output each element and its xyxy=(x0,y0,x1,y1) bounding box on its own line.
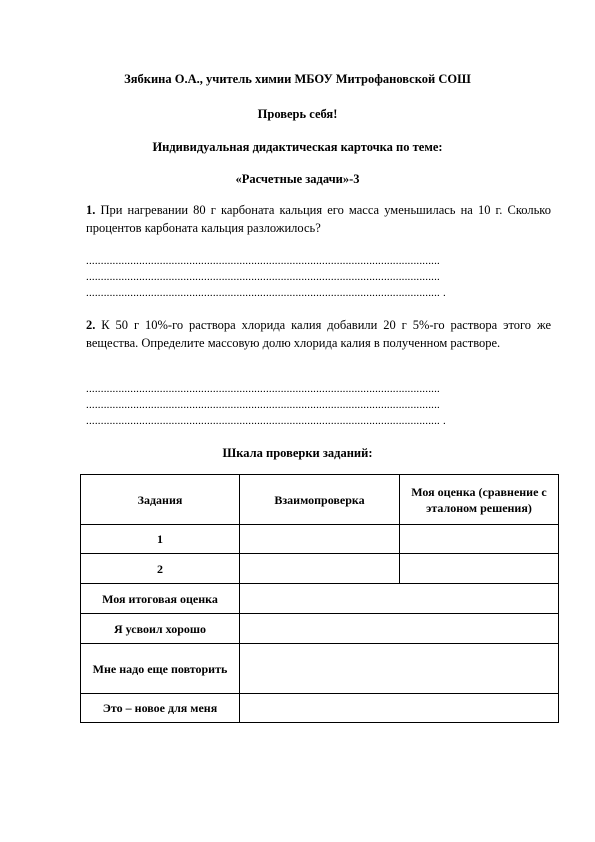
task-2-text: К 50 г 10%-го раствора хлорида калия добавили 20 г 5%-го раствора этого же вещества. Определите массовую долю хлорида калия в полученном растворе. xyxy=(86,318,551,350)
topic-title: «Расчетные задачи»-3 xyxy=(235,172,360,186)
summary-label: Мне надо еще повторить xyxy=(81,644,240,694)
scale-title: Шкала проверки заданий: xyxy=(222,446,373,460)
self-score-cell[interactable] xyxy=(400,525,559,554)
task-2-number: 2. xyxy=(86,318,96,332)
task-1-text: При нагревании 80 г карбоната кальция его масса уменьшилась на 10 г. Сколько процентов карбоната кальция разложилось? xyxy=(86,203,551,235)
self-score-cell[interactable] xyxy=(400,554,559,584)
summary-label: Моя итоговая оценка xyxy=(81,584,240,614)
task-number-cell: 1 xyxy=(81,525,240,554)
summary-label: Это – новое для меня xyxy=(81,694,240,723)
col-header-self-score: Моя оценка (сравнение с эталоном решения) xyxy=(400,475,559,525)
author-line: Зябкина О.А., учитель химии МБОУ Митрофановской СОШ xyxy=(124,72,471,86)
task-number-cell: 2 xyxy=(81,554,240,584)
peer-review-cell[interactable] xyxy=(240,554,400,584)
summary-value-cell[interactable] xyxy=(240,644,559,694)
summary-label: Я усвоил хорошо xyxy=(81,614,240,644)
task-2 xyxy=(86,316,551,352)
answer-line-2-2[interactable]: ........................................................................................................................ xyxy=(86,399,440,411)
summary-value-cell[interactable] xyxy=(240,614,559,644)
answer-line-2-1[interactable]: ........................................................................................................................ xyxy=(86,383,440,395)
answer-line-1-1[interactable]: ........................................................................................................................ xyxy=(86,255,440,267)
card-title: Индивидуальная дидактическая карточка по теме: xyxy=(152,140,443,154)
col-header-tasks: Задания xyxy=(81,475,240,525)
summary-value-cell[interactable] xyxy=(240,694,559,723)
task-1 xyxy=(86,201,551,237)
summary-row xyxy=(81,584,559,614)
col-header-peer-review: Взаимопроверка xyxy=(240,475,400,525)
table-row xyxy=(81,554,559,584)
summary-row xyxy=(81,644,559,694)
peer-review-cell[interactable] xyxy=(240,525,400,554)
answer-line-1-2[interactable]: ........................................................................................................................ xyxy=(86,271,440,283)
summary-row xyxy=(81,614,559,644)
answer-line-1-3[interactable]: ........................................................................................................................ . xyxy=(86,287,446,299)
summary-value-cell[interactable] xyxy=(240,584,559,614)
scale-table xyxy=(80,474,559,723)
header-row xyxy=(81,475,559,525)
task-1-number: 1. xyxy=(86,203,96,217)
answer-line-2-3[interactable]: ........................................................................................................................ . xyxy=(86,415,446,427)
check-title: Проверь себя! xyxy=(257,107,338,121)
table-row xyxy=(81,525,559,554)
summary-row xyxy=(81,694,559,723)
